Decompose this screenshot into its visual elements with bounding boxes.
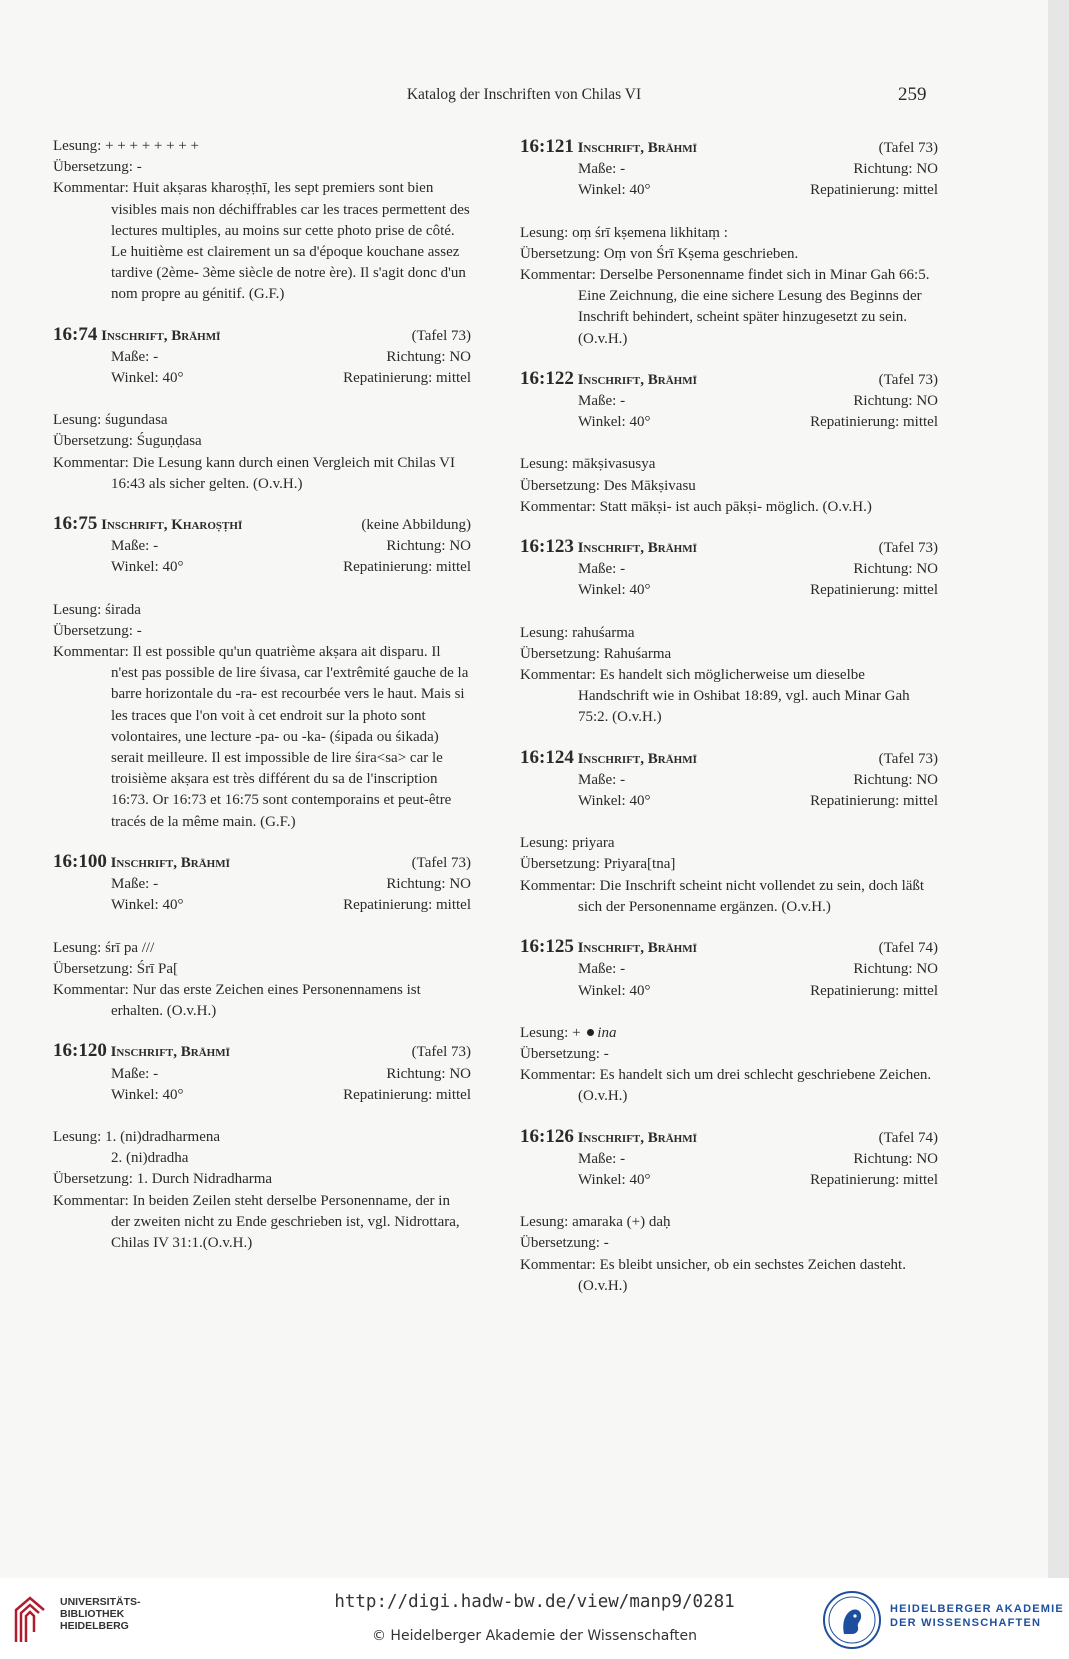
uebersetzung-line: Übersetzung: - (53, 622, 142, 639)
entry-heading (53, 1040, 471, 1063)
entry-type: Inschrift, (577, 371, 645, 388)
winkel: Winkel: 40° (578, 793, 651, 810)
meta-row (520, 1170, 938, 1191)
library-line-2: BIBLIOTHEK (60, 1608, 125, 1620)
richtung: Richtung: NO (386, 1065, 471, 1082)
page-edge (1048, 0, 1069, 1578)
entry-heading (520, 936, 938, 959)
tafel-ref: (Tafel 73) (878, 140, 938, 156)
entry-number: 16:126 (520, 1125, 574, 1147)
uebersetzung-line: Übersetzung: 1. Durch Nidradharma (53, 1171, 273, 1188)
lesung-line: Lesung: rahuśarma (520, 624, 635, 641)
academy-seal-icon (822, 1590, 882, 1650)
entry-heading (53, 324, 471, 347)
repatinierung: Repatinierung: mittel (810, 1171, 938, 1188)
meta-row (520, 580, 938, 601)
meta-row (53, 347, 471, 368)
kommentar-line: Kommentar: Es handelt sich möglicherweise um dieselbe Handschrift wie in Oshibat 18:89, vgl. auch Minar Gah 75:2. (O.v.H.) (520, 667, 910, 726)
meta-row (53, 536, 471, 557)
lesung-line: Lesung: oṃ śrī kṣemena likhitaṃ : (520, 224, 728, 241)
entry-number: 16:120 (53, 1040, 107, 1062)
kommentar-line: Kommentar: Die Lesung kann durch einen Vergleich mit Chilas VI 16:43 als sicher gelten. (O.v.H.) (53, 454, 455, 492)
masse: Maße: - (578, 961, 626, 978)
uebersetzung-line: Übersetzung: - (53, 159, 142, 176)
kommentar-line: Kommentar: Es bleibt unsicher, ob ein sechstes Zeichen dasteht. (O.v.H.) (520, 1256, 906, 1294)
entry-number: 16:122 (520, 367, 574, 389)
uebersetzung-line: Übersetzung: - (520, 1045, 609, 1062)
entry-heading (520, 368, 938, 391)
meta-row (520, 981, 938, 1002)
meta-row (520, 791, 938, 812)
tafel-ref: (Tafel 73) (878, 371, 938, 388)
page-number: 259 (898, 84, 927, 105)
richtung: Richtung: NO (853, 161, 938, 178)
entry-number: 16:75 (53, 513, 98, 535)
meta-row (520, 159, 938, 180)
winkel: Winkel: 40° (111, 1086, 184, 1103)
permalink-url[interactable]: http://digi.hadw-bw.de/view/manp9/0281 (334, 1592, 735, 1612)
copyright-notice: © Heidelberger Akademie der Wissenschaften (371, 1628, 697, 1644)
entry-heading (520, 136, 938, 159)
meta-row (520, 559, 938, 580)
winkel: Winkel: 40° (578, 982, 651, 999)
meta-row (520, 959, 938, 980)
richtung: Richtung: NO (853, 561, 938, 578)
tafel-ref: (Tafel 74) (878, 1129, 938, 1146)
meta-row (520, 391, 938, 412)
lesung-line: Lesung: mākṣivasusya (520, 456, 656, 473)
library-line-3: HEIDELBERG (60, 1620, 129, 1632)
winkel: Winkel: 40° (578, 582, 651, 599)
meta-row (520, 180, 938, 201)
entry-type: Inschrift, (110, 854, 178, 871)
winkel: Winkel: 40° (578, 1171, 651, 1188)
entry-type: Inschrift, (577, 940, 645, 957)
meta-row (53, 1064, 471, 1085)
meta-row (520, 412, 938, 433)
kommentar-line: Kommentar: Die Inschrift scheint nicht vollendet zu sein, doch läßt sich der Personenname ergänzen. (O.v.H.) (520, 877, 925, 915)
winkel: Winkel: 40° (111, 897, 184, 914)
masse: Maße: - (578, 771, 626, 788)
repatinierung: Repatinierung: mittel (343, 559, 471, 576)
masse: Maße: - (111, 1065, 159, 1082)
meta-row (520, 770, 938, 791)
entry-type: Inschrift, (577, 750, 645, 767)
masse: Maße: - (111, 876, 159, 893)
tafel-ref: (Tafel 73) (878, 750, 938, 767)
academy-line-2: DER WISSENSCHAFTEN (890, 1617, 1042, 1629)
entry-type: Inschrift, (101, 517, 168, 534)
kommentar-line: Kommentar: Huit akṣaras kharoṣṭhī, les sept premiers sont bien visibles mais non déchiffrables car les traces permettent des lectures multiples, au moins sur cette photo prise de côté. Le huitième est clairement un sa d'époque kouchane assez tardive (2ème- 3ème siècle de notre ère). Il s'agit donc d'un nom propre au génitif. (G.F.) (53, 180, 470, 303)
richtung: Richtung: NO (853, 771, 938, 788)
repatinierung: Repatinierung: mittel (810, 582, 938, 599)
right-column (520, 136, 938, 1297)
entry-number: 16:100 (53, 850, 107, 872)
entry-number: 16:124 (520, 746, 574, 768)
meta-row (53, 874, 471, 895)
tafel-ref: (Tafel 73) (411, 327, 471, 344)
repatinierung: Repatinierung: mittel (343, 370, 471, 387)
repatinierung: Repatinierung: mittel (810, 793, 938, 810)
richtung: Richtung: NO (853, 961, 938, 978)
entry-script: Brāhmī (647, 1129, 697, 1146)
repatinierung: Repatinierung: mittel (343, 897, 471, 914)
lesung-line: Lesung: śirada (53, 601, 141, 618)
entry-script: Brāhmī (180, 1044, 230, 1061)
tafel-ref: (keine Abbildung) (361, 517, 471, 534)
kommentar-line: Kommentar: Il est possible qu'un quatrième akṣara ait disparu. Il n'est pas possible de lire śivasa, car l'extrêmité gauche de la barre horizontale du -ra- est recourbée vers le haut. Mais si les traces que l'on voit à cet endroit sur la photo sont volontaires, une lecture -pa- ou -ka- (śipada ou śikada) serait meilleure. Il est impossible de lire śira<sa> car le troisième akṣara est très différent du sa de l'inscription 16:73. Or 16:73 et 16:75 sont contemporains et peut-être tracés de la même main. (G.F.) (53, 644, 469, 830)
entry-script: Brāhmī (647, 540, 697, 557)
uebersetzung-line: Übersetzung: Des Mākṣivasu (520, 477, 696, 494)
lesung-line: Lesung: amaraka (+) daḥ (520, 1214, 671, 1231)
winkel: Winkel: 40° (578, 414, 651, 431)
entry-heading (53, 513, 471, 536)
richtung: Richtung: NO (853, 393, 938, 410)
masse: Maße: - (578, 161, 626, 178)
repatinierung: Repatinierung: mittel (810, 182, 938, 199)
meta-row (53, 895, 471, 916)
lesung-prefix: Lesung: + (520, 1024, 581, 1041)
repatinierung: Repatinierung: mittel (810, 414, 938, 431)
entry-script: Brāhmī (647, 750, 697, 767)
entry-number: 16:125 (520, 936, 574, 958)
entry-heading (520, 747, 938, 770)
entry-number: 16:123 (520, 536, 574, 558)
uebersetzung-line: Übersetzung: Śuguṇḍasa (53, 433, 202, 450)
uebersetzung-line: Übersetzung: Priyara[tna] (520, 856, 676, 873)
lesung-line: Lesung: priyara (520, 835, 615, 852)
masse: Maße: - (578, 561, 626, 578)
entry-type: Inschrift, (577, 140, 645, 156)
repatinierung: Repatinierung: mittel (343, 1086, 471, 1103)
winkel: Winkel: 40° (111, 559, 184, 576)
kommentar-line: Kommentar: Es handelt sich um drei schlecht geschriebene Zeichen. (O.v.H.) (520, 1067, 932, 1105)
lesung-line-2: 2. (ni)dradha (111, 1150, 189, 1167)
left-column (53, 136, 471, 1254)
entry-heading (520, 1126, 938, 1149)
entry-script: Brāhmī (647, 371, 697, 388)
library-line-1: UNIVERSITÄTS- (60, 1596, 141, 1608)
lesung-line: Lesung: 1. (ni)dradharmena (53, 1128, 221, 1145)
kommentar-line: Kommentar: Statt mākṣi- ist auch pākṣi- möglich. (O.v.H.) (520, 498, 872, 515)
tafel-ref: (Tafel 73) (411, 854, 471, 871)
entry-type: Inschrift, (577, 1129, 645, 1146)
masse: Maße: - (578, 1150, 626, 1167)
entry-script: Brāhmī (647, 940, 697, 957)
ink-dot-icon (587, 1029, 594, 1036)
kommentar-line: Kommentar: In beiden Zeilen steht derselbe Personenname, der in der zweiten nicht zu Ende geschrieben ist, vgl. Nidrottara, Chilas IV 31:1.(O.v.H.) (53, 1192, 460, 1251)
meta-row (53, 1085, 471, 1106)
entry-script: Brāhmī (180, 854, 230, 871)
entry-heading (53, 851, 471, 874)
entry-heading (520, 536, 938, 559)
repatinierung: Repatinierung: mittel (810, 982, 938, 999)
entry-type: Inschrift, (110, 1044, 178, 1061)
lesung-reading: ina (597, 1024, 617, 1041)
richtung: Richtung: NO (853, 1150, 938, 1167)
uebersetzung-line: Übersetzung: - (520, 1235, 609, 1252)
uebersetzung-line: Übersetzung: Śrī Pa[ (53, 960, 178, 977)
lesung-line: Lesung: + + + + + + + + (53, 138, 200, 154)
entry-number: 16:121 (520, 136, 574, 157)
masse: Maße: - (111, 538, 159, 555)
masse: Maße: - (578, 393, 626, 410)
meta-row (520, 1149, 938, 1170)
lesung-line (520, 1023, 938, 1044)
entry-number: 16:74 (53, 323, 98, 345)
entry-type: Inschrift, (101, 327, 168, 344)
running-title: Katalog der Inschriften von Chilas VI (406, 86, 642, 103)
winkel: Winkel: 40° (578, 182, 651, 199)
richtung: Richtung: NO (386, 348, 471, 365)
entry-script: Brāhmī (171, 327, 221, 344)
winkel: Winkel: 40° (111, 370, 184, 387)
uebersetzung-line: Übersetzung: Rahuśarma (520, 645, 672, 662)
lesung-line: Lesung: śrī pa /// (53, 939, 155, 956)
richtung: Richtung: NO (386, 538, 471, 555)
richtung: Richtung: NO (386, 876, 471, 893)
entry-type: Inschrift, (577, 540, 645, 557)
meta-row (53, 368, 471, 389)
academy-name (890, 1602, 1064, 1630)
meta-row (53, 557, 471, 578)
lesung-line: Lesung: śugundasa (53, 412, 168, 429)
kommentar-line: Kommentar: Nur das erste Zeichen eines Personennamens ist erhalten. (O.v.H.) (53, 981, 421, 1020)
tafel-ref: (Tafel 74) (878, 940, 938, 957)
entry-script: Kharoṣṭhī (171, 517, 243, 534)
uebersetzung-line: Übersetzung: Oṃ von Śrī Kṣema geschrieben. (520, 245, 799, 262)
kommentar-line: Kommentar: Derselbe Personenname findet sich in Minar Gah 66:5. Eine Zeichnung, die eine sichere Lesung des Beginns der Inschrift behindert, scheint später hinzugesetzt zu sein. (O.v.H.) (520, 267, 930, 347)
tafel-ref: (Tafel 73) (411, 1044, 471, 1061)
viewer-footer (0, 1578, 1069, 1659)
academy-line-1: HEIDELBERGER AKADEMIE (890, 1603, 1064, 1615)
masse: Maße: - (111, 348, 159, 365)
tafel-ref: (Tafel 73) (878, 540, 938, 557)
entry-script: Brāhmī (647, 140, 697, 156)
